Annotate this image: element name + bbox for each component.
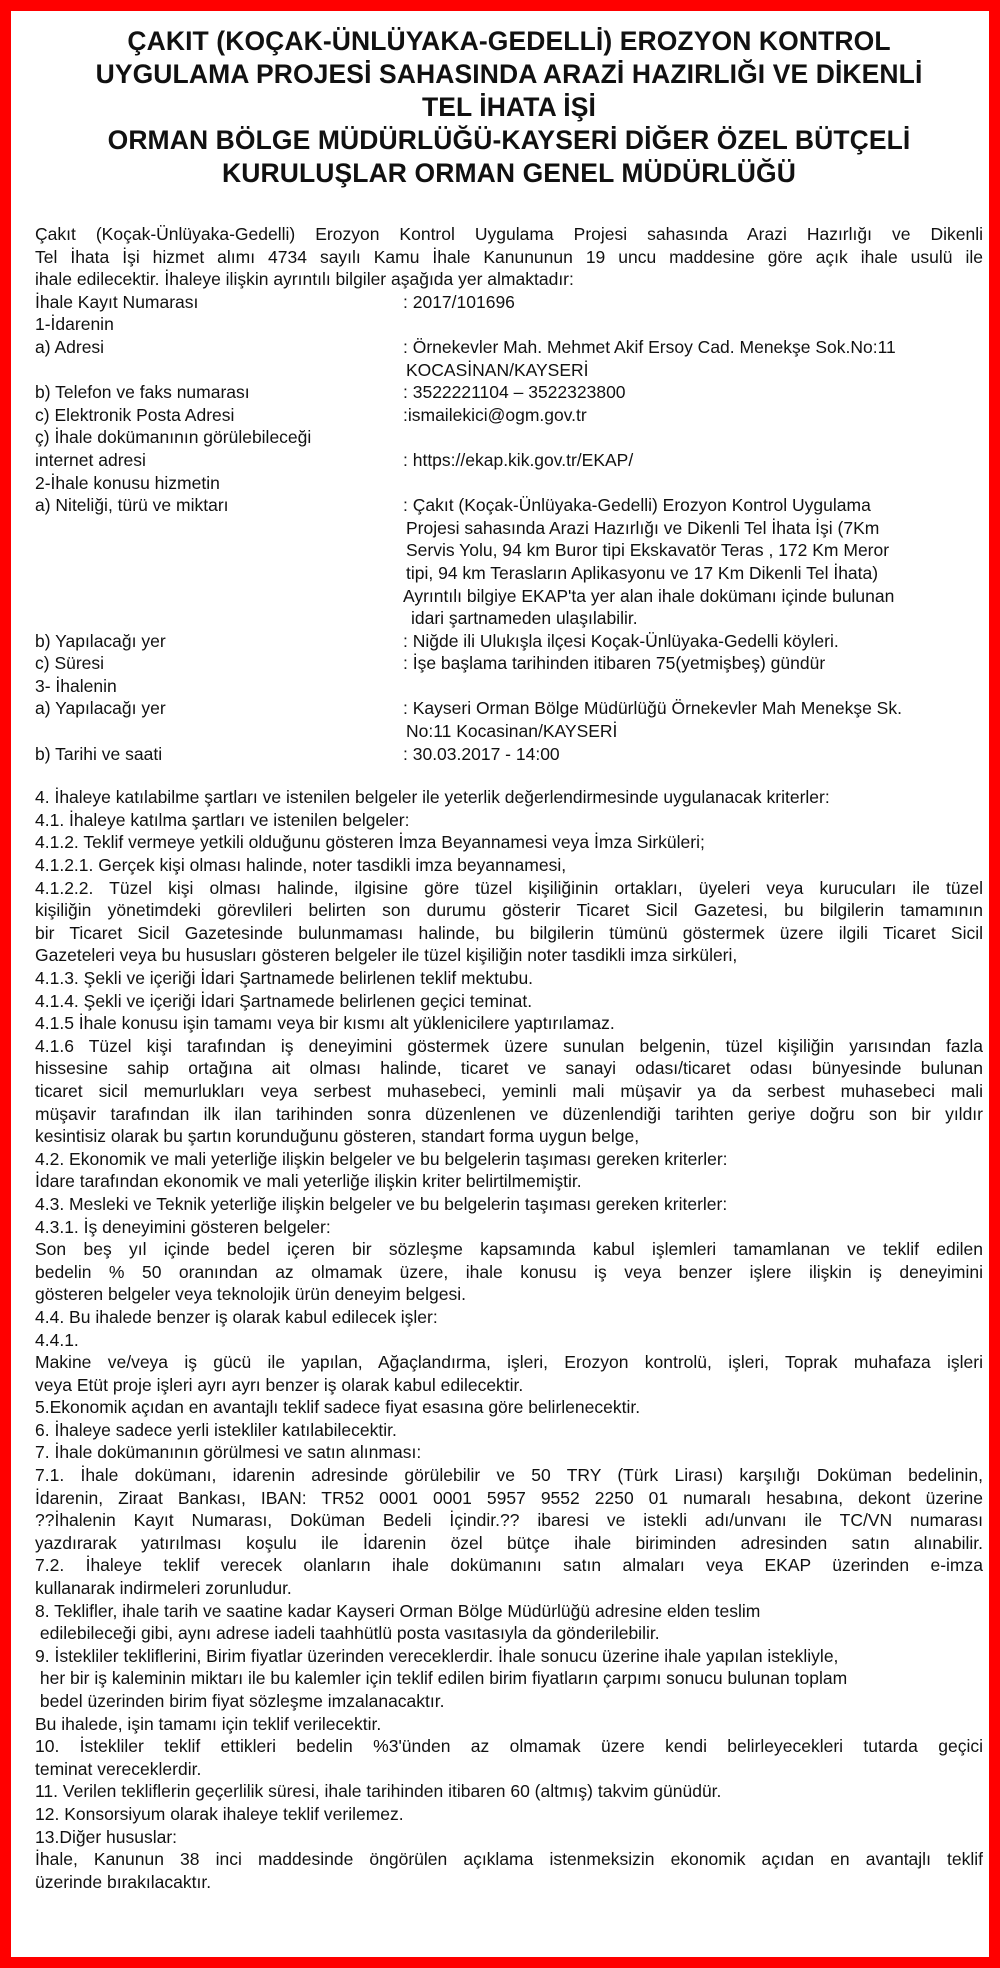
body-line: 6. İhaleye sadece yerli istekliler katılabilecektir. [35, 1419, 397, 1440]
title-line: ORMAN BÖLGE MÜDÜRLÜĞÜ-KAYSERİ DİĞER ÖZEL BÜTÇELİ [107, 125, 911, 155]
body-line: kesintisiz olarak bu şartın korunduğunu gösteren, standart forma uygun belge, [35, 1126, 640, 1147]
body-line: üzerinde bırakılacaktır. [35, 1871, 212, 1892]
body-line: 4.1. İhaleye katılma şartları ve istenilen belgeler: [35, 809, 410, 830]
body-line: Makine ve/veya iş gücü ile yapılan, Ağaçlandırma, işleri, Erozyon kontrolü, işleri, Toprak muhafaza işleri [35, 1352, 983, 1373]
body-line: 9. İstekliler tekliflerini, Birim fiyatlar üzerinden vereceklerdir. İhale sonucu üzerine ihale yapılan istekliyle, [35, 1645, 839, 1666]
body-line: 4.2. Ekonomik ve mali yeterliğe ilişkin belgeler ve bu belgelerin taşıması gereken kriterler: [35, 1148, 728, 1169]
body-line: 4.4.1. [35, 1329, 79, 1350]
idare-adres-label: a) Adresi [35, 336, 105, 357]
body-line: 8. Teklifler, ihale tarih ve saatine kadar Kayseri Orman Bölge Müdürlüğü adresine elden teslim [35, 1600, 761, 1621]
body-line: teminat vereceklerdir. [35, 1758, 202, 1779]
ihale-tarih-row [35, 743, 983, 766]
idare-tel-label: b) Telefon ve faks numarası [35, 382, 250, 403]
body-line: 4.3.1. İş deneyimini gösteren belgeler: [35, 1216, 331, 1237]
kayit-value: : 2017/101696 [403, 291, 515, 312]
section-ihale-heading: 3- İhalenin [35, 675, 117, 696]
title-line: ÇAKIT (KOÇAK-ÜNLÜYAKA-GEDELLİ) EROZYON KONTROL [127, 26, 891, 56]
announcement-content [35, 25, 983, 1893]
nitelik-line: Projesi sahasında Arazi Hazırlığı ve Dikenli Tel İhata İşi (7Km [406, 517, 880, 538]
body-line: 4.1.2.1. Gerçek kişi olması halinde, noter tasdikli imza beyannamesi, [35, 855, 567, 876]
body-line: 4.1.5 İhale konusu işin tamamı veya bir kısmı alt yüklenicilere yaptırılamaz. [35, 1013, 615, 1034]
body-line: edilebileceği gibi, aynı adrese iadeli taahhütlü posta vasıtasıyla da gönderilebilir. [35, 1623, 660, 1644]
body-line: İdare tarafından ekonomik ve mali yeterliğe ilişkin kriter belirtilmemiştir. [35, 1171, 582, 1192]
title-line: KURULUŞLAR ORMAN GENEL MÜDÜRLÜĞÜ [222, 158, 796, 188]
body-line: her bir iş kaleminin miktarı ile bu kalemler için teklif edilen birim fiyatların çarpımı sonucu bulunan toplam [35, 1668, 848, 1689]
body-line: İdarenin, Ziraat Bankası, IBAN: TR52 0001 0001 5957 9552 2250 01 numaralı hesabına, dekont üzerine [35, 1487, 983, 1508]
nitelik-line: tipi, 94 km Terasların Aplikasyonu ve 17 Km Dikenli Tel İhata) [406, 562, 879, 583]
body-line: 10. İstekliler teklif ettikleri bedelin %3'ünden az olmamak üzere kendi belirleyecekleri tutarda geçici [35, 1736, 983, 1757]
ihale-yer-line: : Kayseri Orman Bölge Müdürlüğü Örnekevler Mah Menekşe Sk. [403, 698, 902, 719]
ihale-yer-value [403, 697, 983, 742]
body-line: hissesine sahip ortağına ait olması halinde, ticaret ve sanayi odası/ticaret odası bünyesinde bulunan [35, 1058, 983, 1079]
body-line: 4.3. Mesleki ve Teknik yeterliğe ilişkin belgeler ve bu belgelerin taşıması gereken kriterler: [35, 1193, 728, 1214]
body-line: 12. Konsorsiyum olarak ihaleye teklif verilemez. [35, 1803, 404, 1824]
adres-line: : Örnekevler Mah. Mehmet Akif Ersoy Cad. Menekşe Sok.No:11 [403, 336, 896, 357]
body-line: ??İhalenin Kayıt Numarası, Doküman Bedeli İçindir.?? ibaresi ve istekli adı/unvanı ile TC/VN numarası [35, 1510, 983, 1531]
intro-line: Çakıt (Koçak-Ünlüyaka-Gedelli) Erozyon Kontrol Uygulama Projesi sahasında Arazi Hazırlığı ve Dikenli [35, 224, 983, 244]
idare-tel-value: : 3522221104 – 3522323800 [403, 382, 626, 403]
body-line: 4.1.6 Tüzel kişi tarafından iş deneyimini göstermek üzere sunulan belgenin, tüzel kişiliğin yarısından fazla [35, 1035, 983, 1056]
idare-web-row [35, 449, 983, 472]
body-line: bedel üzerinden birim fiyat sözleşme imzalanacaktır. [35, 1691, 445, 1711]
title-line: UYGULAMA PROJESİ SAHASINDA ARAZİ HAZIRLIĞI VE DİKENLİ [95, 59, 923, 89]
section-gap [35, 765, 983, 786]
body-line: Bu ihalede, işin tamamı için teklif verilecektir. [35, 1713, 382, 1734]
konu-yer-label: b) Yapılacağı yer [35, 630, 166, 651]
konu-yer-row [35, 630, 983, 653]
idare-tel-row [35, 381, 983, 404]
announcement-title [35, 25, 983, 190]
idare-adres-row [35, 336, 983, 381]
ihale-yer-line: No:11 Kocasinan/KAYSERİ [406, 721, 618, 742]
body-line: 4.4. Bu ihalede benzer iş olarak kabul edilecek işler: [35, 1306, 438, 1327]
nitelik-line: : Çakıt (Koçak-Ünlüyaka-Gedelli) Erozyon Kontrol Uygulama [403, 495, 871, 516]
body-line: müşavir tarafından ilk ilan tarihinden sonra düzenlenen ve düzenlendiği tarihten geriye doğru son bir yıldır [35, 1103, 983, 1124]
body-line: yazdırarak yatırılması koşulu ile İdarenin özel bütçe ihale biriminden adresinden satın alınabilir. [35, 1532, 983, 1553]
announcement-body [35, 786, 983, 1893]
body-line: 11. Verilen tekliflerin geçerlilik süresi, ihale tarihinden itibaren 60 (altmış) takvim günüdür. [35, 1781, 722, 1802]
body-line: 7.1. İhale dokümanı, idarenin adresinde görülebilir ve 50 TRY (Türk Lirası) karşılığı Doküman bedelinin, [35, 1465, 983, 1486]
ihale-yer-row [35, 697, 983, 742]
idare-mail-row [35, 404, 983, 427]
nitelik-line: Servis Yolu, 94 km Buror tipi Ekskavatör Teras , 172 Km Meror [406, 540, 890, 561]
intro-line: Tel İhata İşi hizmet alımı 4734 sayılı Kamu İhale Kanununun 19 uncu maddesine göre açık ihale usulü ile [35, 246, 983, 267]
konu-sure-value: : İşe başlama tarihinden itibaren 75(yetmişbeş) gündür [403, 653, 826, 674]
body-line: kullanarak indirmeleri zorunludur. [35, 1578, 292, 1599]
body-line: ticaret sicil memurlukları veya serbest muhasebeci, yeminli mali müşavir ya da serbest muhasebeci mali [35, 1080, 983, 1101]
body-line: 4.1.2. Teklif vermeye yetkili olduğunu gösteren İmza Beyannamesi veya İmza Sirküleri; [35, 832, 705, 853]
body-line: Gazeteleri veya bu hususları gösteren belgeler ile tüzel kişiliğin noter tasdikli imza sirküleri, [35, 945, 738, 966]
body-line: kişiliğin yönetimdeki görevlileri belirten son durumu gösterir Ticaret Sicil Gazetesi, bu bilgilerin tamamının [35, 900, 983, 921]
body-line: veya Etüt proje işleri ayrı ayrı benzer iş olarak kabul edilecektir. [35, 1374, 524, 1395]
konu-sure-row [35, 652, 983, 675]
intro-line: ihale edilecektir. İhaleye ilişkin ayrıntılı bilgiler aşağıda yer almaktadır: [35, 269, 574, 290]
intro-paragraph [35, 223, 983, 291]
konu-yer-value: : Niğde ili Ulukışla ilçesi Koçak-Ünlüyaka-Gedelli köyleri. [403, 630, 839, 651]
idare-web-label-1: ç) İhale dokümanının görülebileceği [35, 427, 312, 448]
konu-sure-label: c) Süresi [35, 653, 105, 674]
body-line: 7. İhale dokümanının görülmesi ve satın alınması: [35, 1442, 422, 1463]
idare-web-label-2: internet adresi [35, 449, 146, 470]
section-idare-heading: 1-İdarenin [35, 314, 114, 335]
body-line: Son beş yıl içinde bedel içeren bir sözleşme kapsamında kabul işlemleri tamamlanan ve teklif edilen [35, 1239, 983, 1260]
body-line: gösteren belgeler veya teknolojik ürün deneyim belgesi. [35, 1284, 466, 1305]
konu-nitelik-label: a) Niteliği, türü ve miktarı [35, 495, 229, 516]
nitelik-line: idari şartnameden ulaşılabilir. [411, 608, 638, 629]
konu-nitelik-row [35, 494, 983, 630]
body-line: 4.1.3. Şekli ve içeriği İdari Şartnamede belirlenen teklif mektubu. [35, 968, 534, 988]
kayit-label: İhale Kayıt Numarası [35, 291, 199, 312]
nitelik-line: Ayrıntılı bilgiye EKAP'ta yer alan ihale dokümanı içinde bulunan [403, 585, 895, 606]
idare-mail-value: :ismailekici@ogm.gov.tr [403, 404, 587, 425]
body-line: 4.1.4. Şekli ve içeriği İdari Şartnamede belirlenen geçici teminat. [35, 990, 533, 1011]
ihale-tarih-label: b) Tarihi ve saati [35, 743, 163, 764]
idare-mail-label: c) Elektronik Posta Adresi [35, 404, 235, 425]
body-line: 13.Diğer hususlar: [35, 1826, 178, 1847]
idare-web-value: : https://ekap.kik.gov.tr/EKAP/ [403, 449, 634, 470]
idare-adres-value [403, 336, 983, 381]
adres-line: KOCASİNAN/KAYSERİ [406, 359, 589, 380]
body-line: 5.Ekonomik açıdan en avantajlı teklif sadece fiyat esasına göre belirlenecektir. [35, 1397, 641, 1418]
body-line: 7.2. İhaleye teklif verecek olanların ihale dokümanını satın almaları veya EKAP üzerinden e-imza [35, 1555, 983, 1576]
body-line: 4.1.2.2. Tüzel kişi olması halinde, ilgisine göre tüzel kişiliğinin ortakları, üyeleri veya kurucuları ile tüzel [35, 877, 983, 898]
konu-nitelik-value [403, 494, 983, 630]
body-line: 4. İhaleye katılabilme şartları ve istenilen belgeler ile yeterlik değerlendirmesinde uygulanacak kriterler: [35, 787, 830, 808]
body-line: İhale, Kanunun 38 inci maddesinde öngörülen açıklama istenmeksizin ekonomik açıdan en avantajlı teklif [35, 1849, 983, 1870]
ihale-tarih-value: : 30.03.2017 - 14:00 [403, 743, 560, 764]
title-line: TEL İHATA İŞİ [421, 92, 597, 122]
section-konu-heading: 2-İhale konusu hizmetin [35, 472, 220, 493]
body-line: bir Ticaret Sicil Gazetesinde bulunmaması halinde, bu bilgilerin tümünü göstermek üzere ilgili Ticaret Sicil [35, 922, 983, 943]
ihale-yer-label: a) Yapılacağı yer [35, 698, 166, 719]
body-line: bedelin % 50 oranından az olmamak üzere, ihale konusu iş veya benzer işlere ilişkin iş deneyimini [35, 1261, 983, 1282]
kayit-row [35, 291, 983, 314]
